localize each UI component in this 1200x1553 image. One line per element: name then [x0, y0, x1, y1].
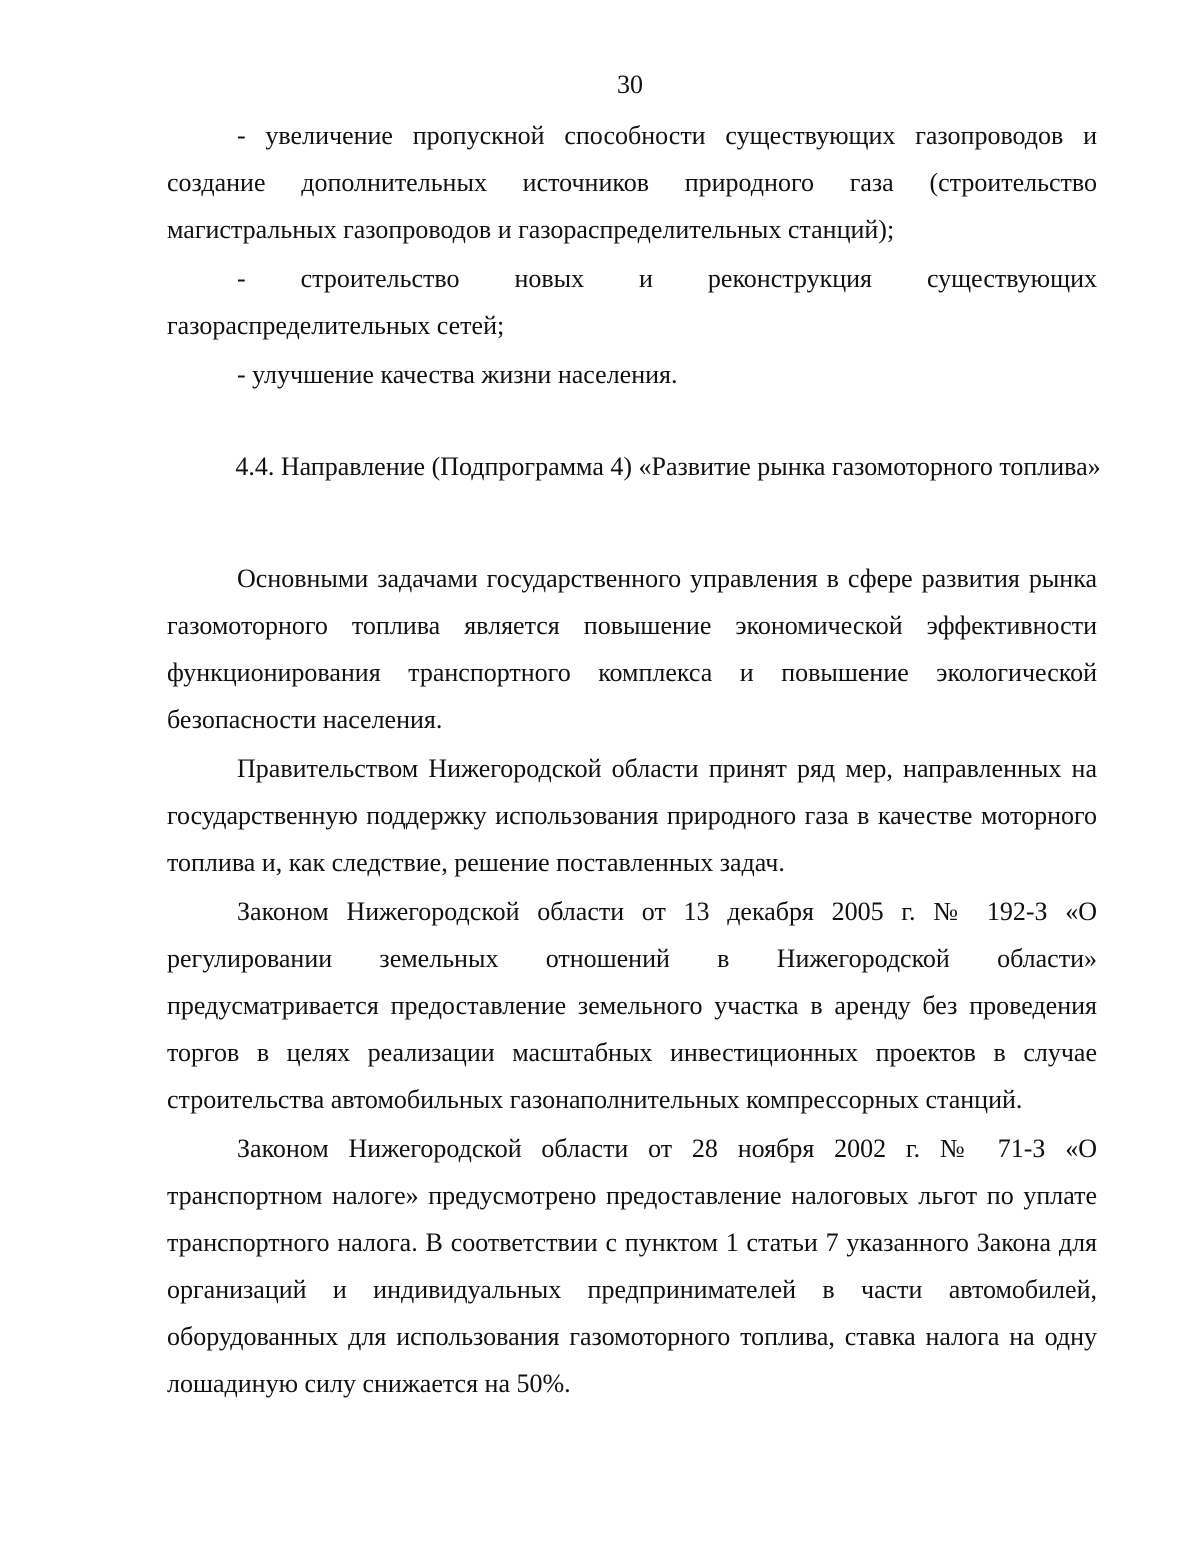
paragraph: Законом Нижегородской области от 13 декабря 2005 г. № 192-З «О регулировании земельных отношений в Нижегородской области» предусматривается предоставление земельного участка в аренду без проведения торгов в целях реализации масштабных инвестиционных проектов в случае строительства автомобильных газонаполнительных компрессорных станций. [167, 897, 1097, 1114]
paragraph: Основными задачами государственного управления в сфере развития рынка газомоторного топлива является повышение экономической эффективности функционирования транспортного комплекса и повышение экологической безопасности населения. [167, 564, 1097, 734]
section-heading: 4.4. Направление (Подпрограмма 4) «Развитие рынка газомоторного топлива» [235, 452, 1101, 481]
list-item: - увеличение пропускной способности существующих газопроводов и создание дополнительных источников природного газа (строительство магистральных газопроводов и газораспределительных станций); [167, 121, 1097, 244]
list-block [167, 112, 1097, 398]
list-item: - улучшение качества жизни населения. [237, 360, 678, 389]
list-item: - строительство новых и реконструкция существующих газораспределительных сетей; [167, 264, 1097, 340]
section-body [167, 555, 1097, 1407]
paragraph: Законом Нижегородской области от 28 ноября 2002 г. № 71-З «О транспортном налоге» предусмотрено предоставление налоговых льгот по уплате транспортного налога. В соответствии с пунктом 1 статьи 7 указанного Закона для организаций и индивидуальных предпринимателей в части автомобилей, оборудованных для использования газомоторного топлива, ставка налога на одну лошадиную силу снижается на 50%. [167, 1134, 1097, 1398]
page-number: 30 [617, 70, 643, 99]
paragraph: Правительством Нижегородской области принят ряд мер, направленных на государственную поддержку использования природного газа в качестве моторного топлива и, как следствие, решение поставленных задач. [167, 754, 1097, 877]
